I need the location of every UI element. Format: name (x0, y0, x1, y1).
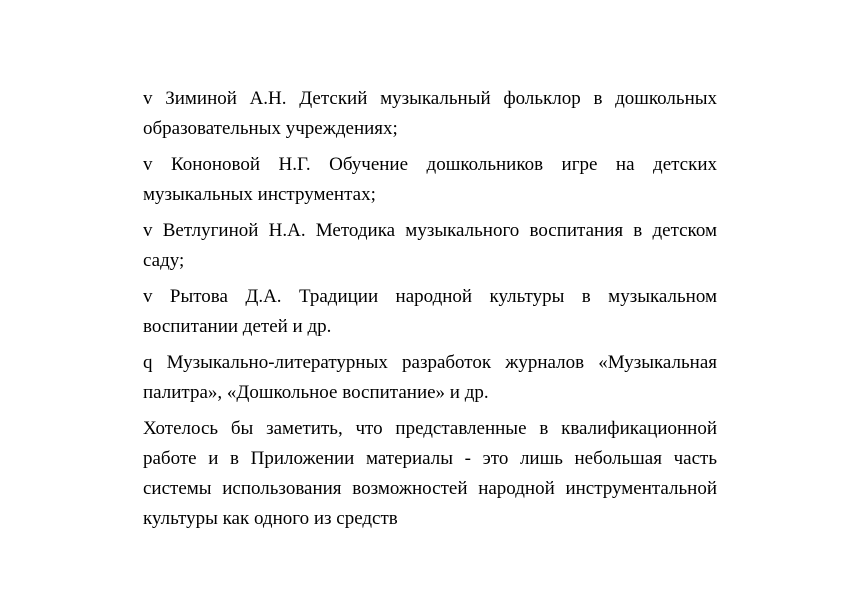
list-item-ziminoy: v Зиминой А.Н. Детский музыкальный фольклор в дошкольных образовательных учреждениях; (143, 88, 717, 139)
list-item-vetluginoy: v Ветлугиной Н.А. Методика музыкального воспитания в детском саду; (143, 220, 717, 271)
list-item-kononovoy: v Кононовой Н.Г. Обучение дошкольников игре на детских музыкальных инструментах; (143, 154, 717, 205)
list-item-rytova: v Рытова Д.А. Традиции народной культуры в музыкальном воспитании детей и др. (143, 286, 717, 337)
list-item-journals: q Музыкально-литературных разработок журналов «Музыкальная палитра», «Дошкольное воспитание» и др. (143, 352, 717, 403)
document-body (143, 84, 717, 534)
body-paragraph: Хотелось бы заметить, что представленные в квалификационной работе и в Приложении материалы - это лишь небольшая часть системы использования возможностей народной инструментальной культуры как одного из средств (143, 418, 717, 529)
